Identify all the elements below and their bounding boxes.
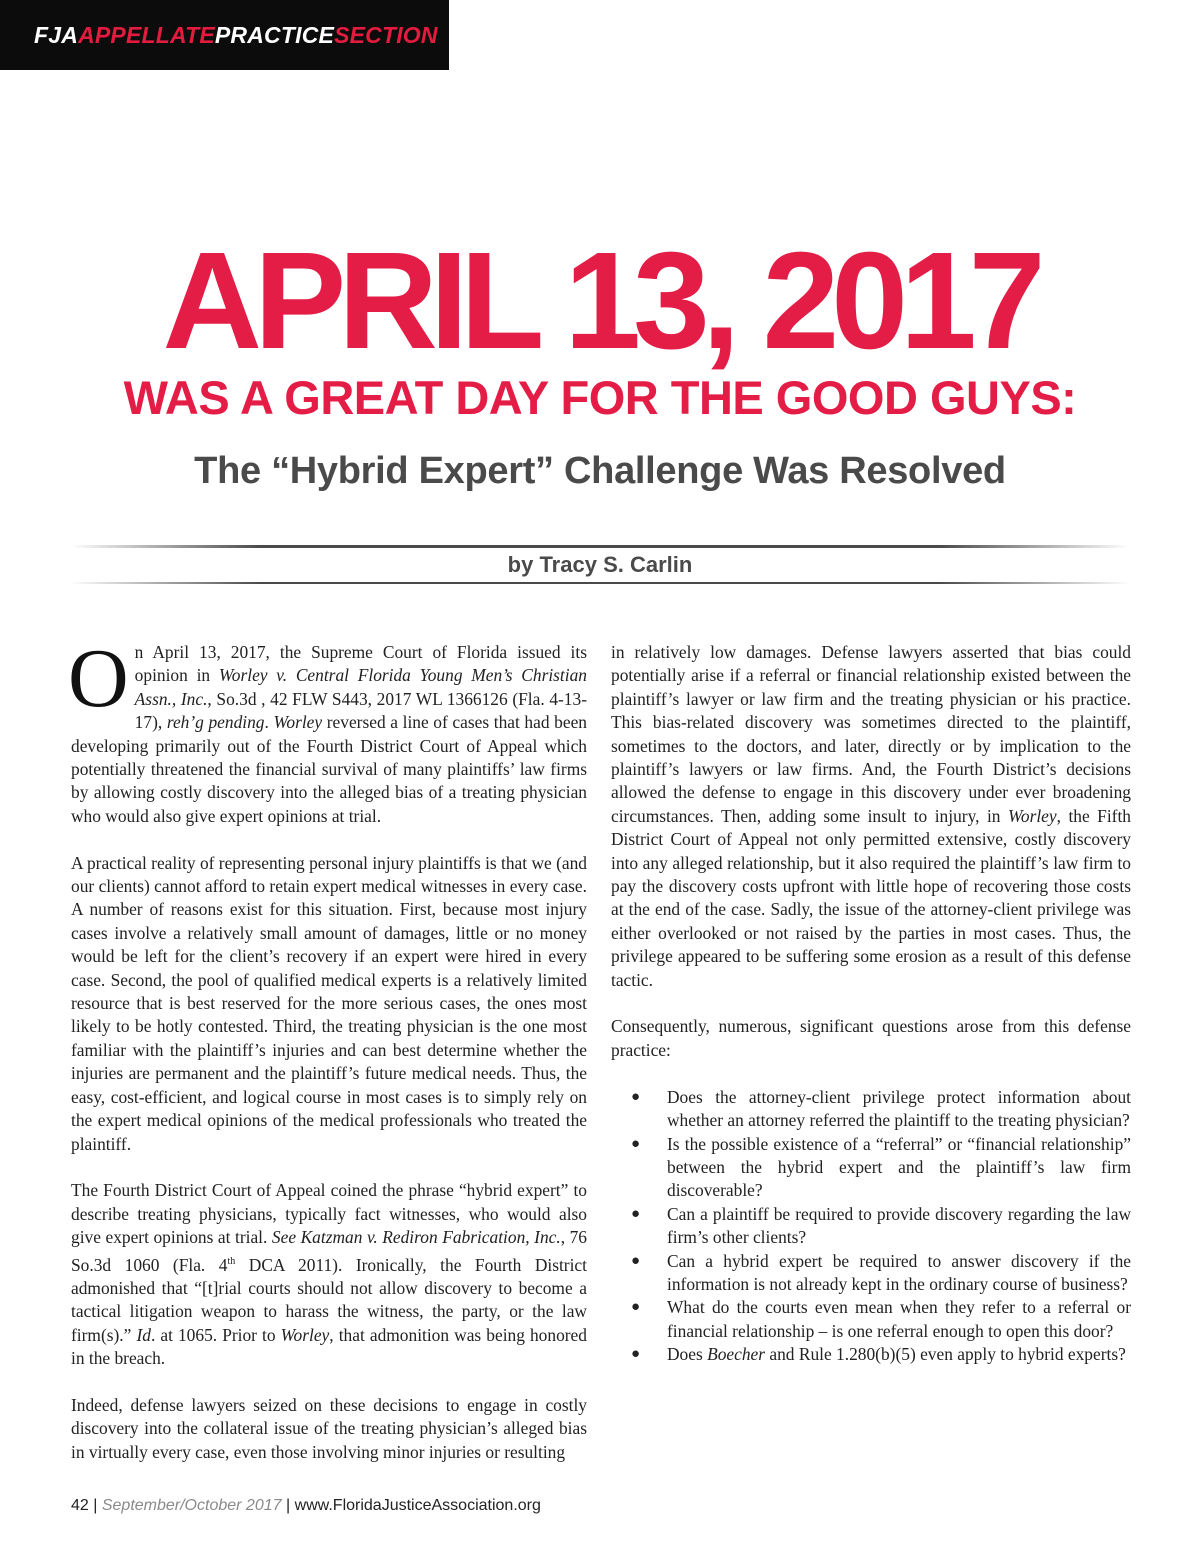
article-column-right [611, 641, 1131, 1367]
list-item-text: and Rule 1.280(b)(5) even apply to hybrid experts? [765, 1344, 1126, 1365]
bullet-icon: ● [631, 1299, 641, 1316]
byline-bottom-rule [70, 582, 1130, 584]
text-run: , the Fifth District Court of Appeal not only permitted extensive, costly discovery into any alleged relationship, but it also required the plaintiff’s law firm to pay the discovery costs upfront with little hope of recovering those costs at the end of the case. Sadly, the issue of the attorney-client privilege was either overlooked or not raised by the parties in most cases. Thus, the privilege appeared to be suffering some erosion as a result of this defense tactic. [611, 805, 1131, 990]
issue-date: September/October 2017 [101, 1497, 282, 1514]
headline-date: APRIL 13, 2017 [162, 224, 1038, 378]
article-paragraph: Indeed, defense lawyers seized on these decisions to engage in costly discovery into the collateral issue of the treating physician’s alleged bias in virtually every case, even those involving minor injuries or resulting [71, 1394, 587, 1462]
section-tab-fja: FJA [34, 21, 79, 48]
list-item [611, 1250, 1131, 1297]
section-tab-section: SECTION [334, 21, 438, 48]
text-run: . at 1065. Prior to [150, 1324, 281, 1345]
bullet-icon: ● [631, 1088, 641, 1105]
headline-deck: The “Hybrid Expert” Challenge Was Resolved [194, 450, 1006, 492]
list-item-text: Is the possible existence of a “referral” or “financial relationship” between the hybrid expert and the plaintiff’s law firm discoverable? [667, 1133, 1131, 1201]
italic-text: reh’g pending [166, 712, 265, 733]
list-item [611, 1133, 1131, 1203]
text-run: n April 13, 2017, the Supreme Court of Florida issued its opinion in [134, 642, 587, 686]
article-paragraph: A practical reality of representing personal injury plaintiffs is that we (and our clients) cannot afford to retain expert medical witnesses in every case. A number of reasons exist for this situation. First, because most injury cases involve a relatively small amount of damages, little or no money would be left for the client’s recovery if an expert were hired in every case. Second, the pool of qualified medical experts is a relatively limited resource that is best reserved for the more serious cases, the ones most likely to be hotly contested. Third, the treating physician is the one most familiar with the plaintiff’s injuries and can best determine whether the injuries are permanent and the plaintiff’s future medical needs. Thus, the easy, cost-efficient, and logical course in most cases is to simply rely on the expert medical opinions of the medical professionals who treated the plaintiff. [71, 852, 587, 1154]
article-paragraph [611, 641, 1131, 992]
page-number: 42 [71, 1497, 89, 1514]
bullet-icon: ● [631, 1205, 641, 1222]
text-run: . [264, 712, 274, 733]
list-item [611, 1203, 1131, 1250]
case-name: Worley [280, 1324, 330, 1345]
list-item-text: Does the attorney-client privilege protect information about whether an attorney referred the plaintiff to the treating physician? [667, 1086, 1131, 1131]
text-run: in relatively low damages. Defense lawyers asserted that bias could potentially arise if a referral or financial relationship existed between the plaintiff’s lawyer or law firm and the treating physician or his practice. This bias-related discovery was sometimes directed to the plaintiff, sometimes to the doctors, and later, directly or by implication to the plaintiff’s lawyers or law firms. And, the Fourth District’s decisions allowed the defense to engage in this discovery under ever broadening circumstances. Then, adding some insult to injury, in [611, 642, 1131, 826]
italic-text: Id [136, 1324, 151, 1345]
headline-subtitle: WAS A GREAT DAY FOR THE GOOD GUYS: [123, 371, 1077, 424]
section-tab-practice: PRACTICE [214, 21, 335, 48]
case-name: Worley [273, 712, 323, 733]
question-list [611, 1086, 1131, 1367]
case-citation: See Katzman v. Rediron Fabrication, Inc. [271, 1227, 561, 1248]
text-run: DCA 2011). Ironically, the Fourth District admonished that “[t]rial courts should not allow discovery to become a tactical litigation weapon to harass the witness, the party, or the law firm(s).” [71, 1254, 587, 1345]
bullet-icon: ● [631, 1346, 641, 1363]
case-name: Boecher [707, 1344, 766, 1365]
bullet-icon: ● [631, 1252, 641, 1269]
byline-top-rule [70, 545, 1130, 548]
list-item [611, 1296, 1131, 1343]
list-item [611, 1343, 1131, 1366]
drop-cap: O [68, 632, 129, 725]
footer-separator: | [88, 1497, 102, 1514]
list-item [611, 1086, 1131, 1133]
case-citation: Worley v. Central Florida Young Men’s Christian Assn., Inc. [134, 665, 587, 709]
website-url: www.FloridaJusticeAssociation.org [294, 1497, 541, 1514]
list-item-text: What do the courts even mean when they refer to a referral or financial relationship – is one referral enough to open this door? [667, 1297, 1131, 1341]
section-tab-appellate: APPELLATE [78, 21, 215, 48]
list-item-text: Can a hybrid expert be required to answer discovery if the information is not already kept in the ordinary course of business? [667, 1250, 1131, 1294]
text-run: , So.3d , 42 FLW S443, 2017 WL 1366126 (Fla. 4-13-17), [134, 688, 587, 733]
case-name: Worley [1007, 805, 1057, 826]
byline: by Tracy S. Carlin [507, 552, 693, 577]
article-paragraph: Consequently, numerous, significant questions arose from this defense practice: [611, 1016, 1131, 1060]
text-run: The Fourth District Court of Appeal coined the phrase “hybrid expert” to describe treating physicians, typically fact witnesses, who would also give expert opinions at trial. [71, 1180, 587, 1248]
article-column-left [68, 632, 587, 1487]
article-paragraph [71, 1179, 587, 1370]
section-header-tab [0, 0, 449, 70]
text-run: reversed a line of cases that had been developing primarily out of the Fourth District Court of Appeal which potentially threatened the financial survival of many plaintiffs’ law firms by allowing costly discovery into the alleged bias of a treating physician who would also give expert opinions at trial. [71, 712, 587, 826]
list-item-text: Can a plaintiff be required to provide discovery regarding the law firm’s other clients? [667, 1203, 1131, 1248]
bullet-icon: ● [631, 1135, 641, 1152]
text-run: , that admonition was being honored in the breach. [71, 1324, 587, 1368]
text-run: , 76 So.3d 1060 (Fla. 4 [71, 1227, 587, 1275]
list-item-text: Does [667, 1344, 708, 1365]
footer-separator: | [281, 1497, 295, 1514]
article-paragraph-intro [68, 632, 587, 828]
page-footer [71, 1497, 541, 1515]
superscript: th [227, 1255, 236, 1267]
